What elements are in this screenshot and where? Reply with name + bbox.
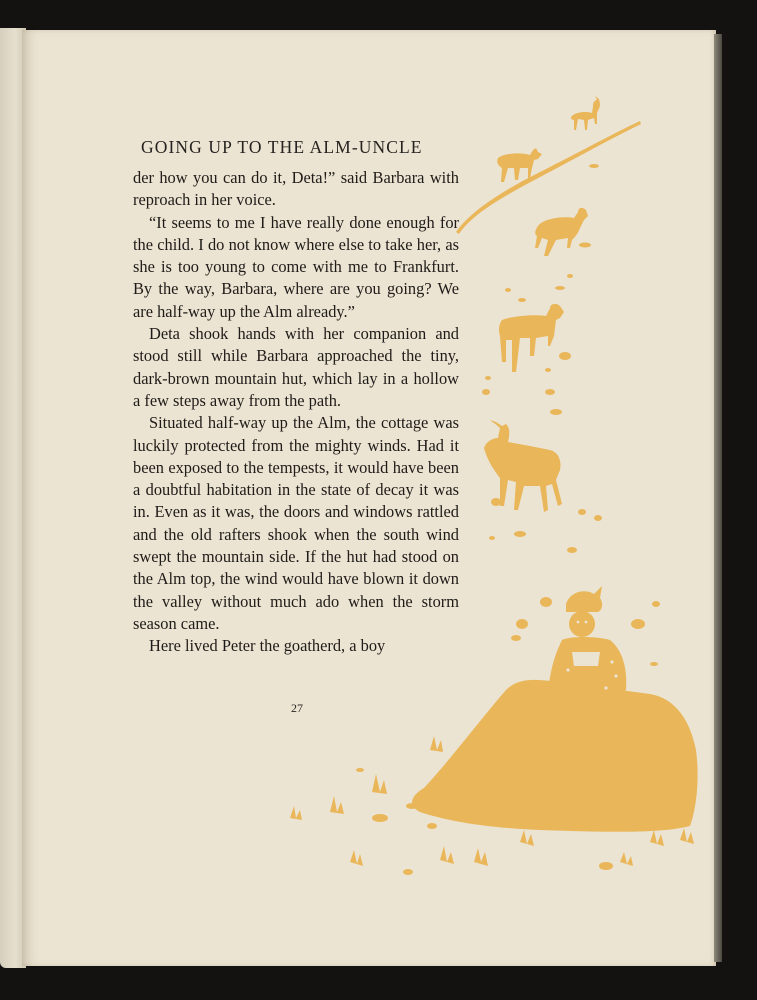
- goat-icon: [499, 304, 564, 372]
- paragraph-2: “It seems to me I have really done enough for the child. I do not know where else to take her, as she is too young to come with me to Frankfurt. By the way, Barbara, where are you going? We are half-way up the Alm already.”: [133, 212, 459, 321]
- paragraph-3: Deta shook hands with her companion and stood still while Barbara approached the tiny, dark-brown mountain hut, which lay in a hollow a few steps away from the path.: [133, 324, 459, 410]
- goat-icon: [535, 208, 588, 256]
- goat-icon: [571, 96, 600, 130]
- page-number: 27: [291, 701, 303, 715]
- paragraph-4: Situated half-way up the Alm, the cottage was luckily protected from the mighty winds. Had it been exposed to the tempests, it would have been a doubtful habitation in the state of decay it was in. Even as it was, the doors and windows rattled and the old rafters shook when the south wind swept the mountain side. If the hut had stood on the Alm top, the wind would have blown it down the valley without much ado when the storm season came.: [133, 413, 459, 633]
- paragraph-5: Here lived Peter the goatherd, a boy: [149, 636, 386, 656]
- paragraph-1: der how you can do it, Deta!” said Barbara with reproach in her voice.: [133, 168, 459, 210]
- slope-line: [456, 121, 641, 234]
- running-head: GOING UP TO THE ALM-UNCLE: [141, 137, 423, 157]
